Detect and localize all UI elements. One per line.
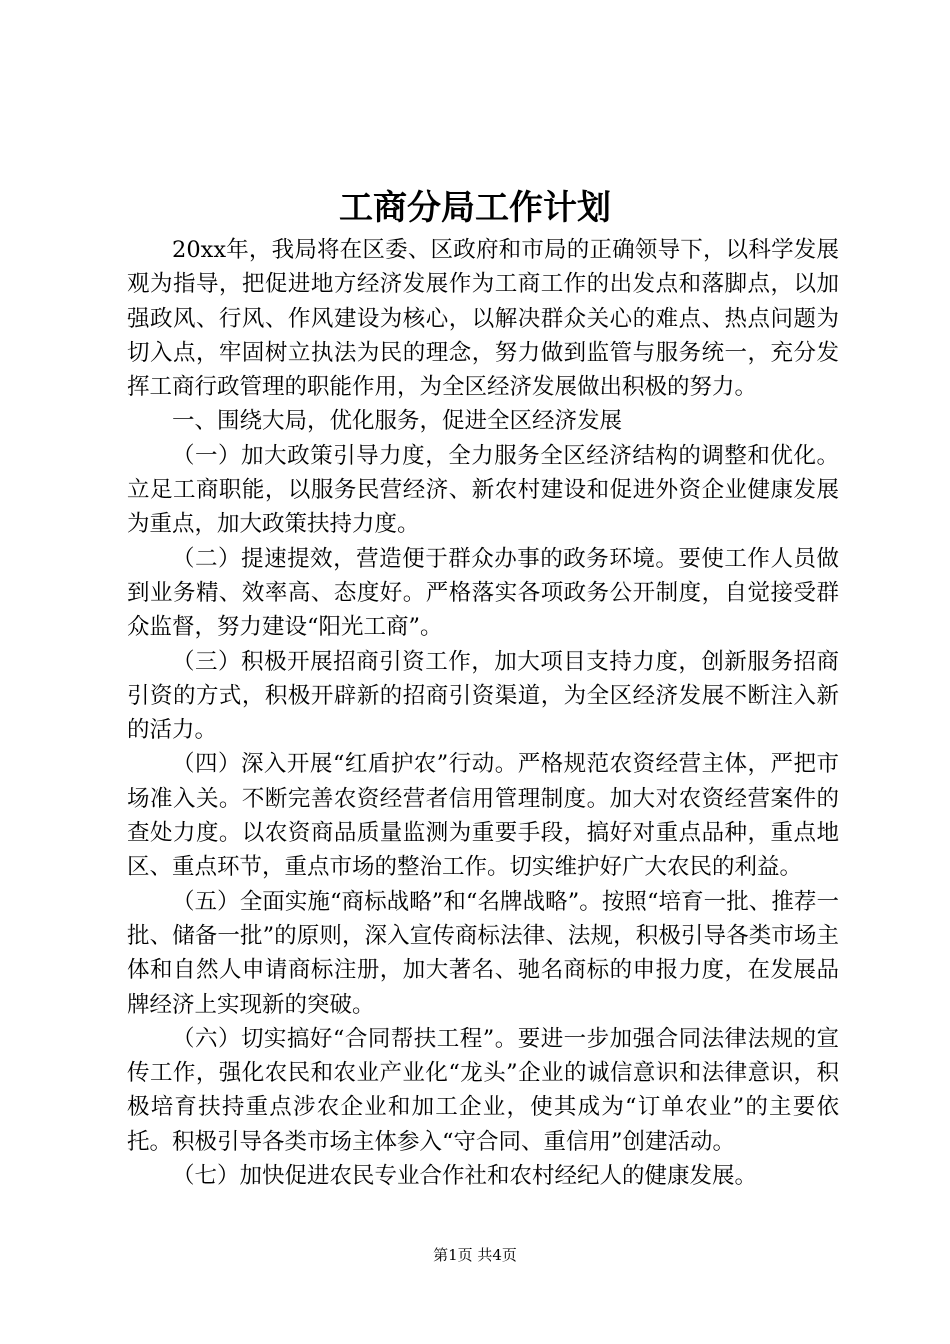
page-number-footer: 第1页 共4页	[433, 1246, 517, 1264]
paragraph-item-7: （七）加快促进农民专业合作社和农村经纪人的健康发展。	[172, 1163, 758, 1190]
paragraph-item-4: （四）深入开展“红盾护农”行动。严格规范农资经营主体，严把市场准入关。不断完善农资经营者信用管理制度。加大对农资经营案件的查处力度。以农资商品质量监测为重要手段，搞好对重点品种，重点地区、重点环节，重点市场的整治工作。切实维护好广大农民的利益。	[127, 751, 839, 881]
paragraph-item-6: （六）切实搞好“合同帮扶工程”。要进一步加强合同法律法规的宣传工作，强化农民和农业产业化“龙头”企业的诚信意识和法律意识，积极培育扶持重点涉农企业和加工企业，使其成为“订单农业”的主要依托。积极引导各类市场主体参入“守合同、重信用”创建活动。	[127, 1025, 839, 1155]
paragraph-item-1: （一）加大政策引导力度，全力服务全区经济结构的调整和优化。立足工商职能，以服务民营经济、新农村建设和促进外资企业健康发展为重点，加大政策扶持力度。	[127, 442, 839, 538]
paragraph-intro: 20xx年，我局将在区委、区政府和市局的正确领导下，以科学发展观为指导，把促进地方经济发展作为工商工作的出发点和落脚点，以加强政风、行风、作风建设为核心，以解决群众关心的难点、热点问题为切入点，牢固树立执法为民的理念，努力做到监管与服务统一，充分发挥工商行政管理的职能作用，为全区经济发展做出积极的努力。	[127, 237, 839, 401]
document-title: 工商分局工作计划	[339, 188, 611, 228]
paragraph-item-3: （三）积极开展招商引资工作，加大项目支持力度，创新服务招商引资的方式，积极开辟新的招商引资渠道，为全区经济发展不断注入新的活力。	[127, 648, 839, 744]
paragraph-item-5: （五）全面实施“商标战略”和“名牌战略”。按照“培育一批、推荐一批、储备一批”的原则，深入宣传商标法律、法规，积极引导各类市场主体和自然人申请商标注册，加大著名、驰名商标的申报力度，在发展品牌经济上实现新的突破。	[127, 888, 839, 1018]
section-heading-1: 一、围绕大局，优化服务，促进全区经济发展	[172, 408, 623, 435]
document-body	[127, 233, 839, 1193]
paragraph-item-2: （二）提速提效，营造便于群众办事的政务环境。要使工作人员做到业务精、效率高、态度好。严格落实各项政务公开制度，自觉接受群众监督，努力建设“阳光工商”。	[127, 545, 839, 641]
